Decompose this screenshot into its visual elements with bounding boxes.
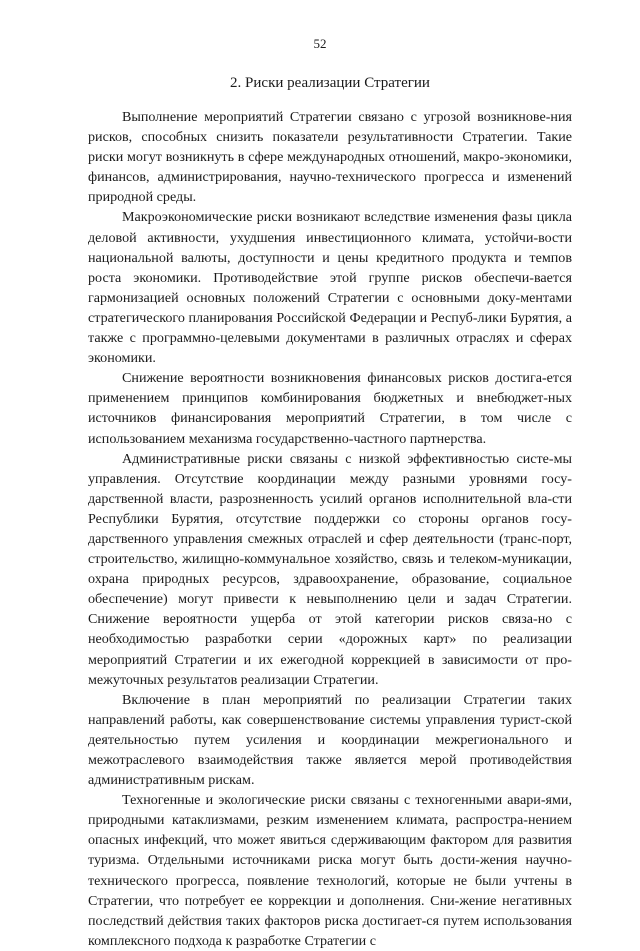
page-number: 52 <box>313 36 327 51</box>
paragraph-financial-risks: Снижение вероятности возникновения финансовых рисков достига-ется применением принципов комбинирования бюджетных и внебюджет-ных источников финансирования мероприятий Стратегии, в том числе с использованием механизма государственно-частного партнерства. <box>88 370 572 447</box>
paragraph-management-measures: Включение в план мероприятий по реализации Стратегии таких направлений работы, как совершенствование системы управления турист-ской деятельностью путем усиления и координации межрегионального и межотраслевого взаимодействия также является мерой противодействия административным рискам. <box>88 691 572 789</box>
paragraph-macroeconomic-risks: Макроэкономические риски возникают вследствие изменения фазы цикла деловой активности, ухудшения инвестиционного климата, устойчи-вости национальной валюты, доступности и цены кредитного продукта и темпов роста экономики. Противодействие этой группе рисков обеспечи-вается гармонизацией основных положений Стратегии с основными доку-ментами стратегического планирования Российской Федерации и Респуб-лики Бурятия, а также с программно-целевыми документами в различных отраслях и сферах экономики. <box>88 209 572 367</box>
paragraph-technogenic-risks: Техногенные и экологические риски связаны с техногенными авари-ями, природными катаклизмами, резким изменением климата, распростра-нением опасных инфекций, что может явиться сдерживающим фактором для развития туризма. Отдельными источниками риска могут быть дости-жения научно-технического прогресса, появление технологий, которые не были учтены в Стратегии, что потребует ее коррекции и дополнения. Сни-жение негативных последствий действия таких факторов риска достигает-ся путем использования комплексного подхода к разработке Стратегии с <box>88 792 572 949</box>
paragraph-administrative-risks: Административные риски связаны с низкой эффективностью систе-мы управления. Отсутствие координации между разными уровнями госу-дарственной власти, разрозненность усилий органов исполнительной вла-сти Республики Бурятия, отсутствие поддержки со стороны органов госу-дарственного управления смежных отраслей и сфер деятельности (транс-порт, строительство, жилищно-коммунальное хозяйство, связь и телеком-муникации, охрана природных ресурсов, здравоохранение, образование, социальное обеспечение) могут привести к невыполнению цели и задач Стратегии. Снижение вероятности ущерба от этой категории рисков связа-но с необходимостью разработки серии «дорожных карт» по реализации мероприятий Стратегии и их ежегодной коррекцией в зависимости от про-межуточных результатов реализации Стратегии. <box>88 450 572 688</box>
paragraph-overview: Выполнение мероприятий Стратегии связано с угрозой возникнове-ния рисков, способных снизить показатели результативности Стратегии. Такие риски могут возникнуть в сфере международных отношений, макро-экономики, финансов, администрирования, научно-технического прогресса и изменений природной среды. <box>88 109 572 206</box>
section-title: 2. Риски реализации Стратегии <box>230 75 430 91</box>
body-text <box>88 107 572 951</box>
